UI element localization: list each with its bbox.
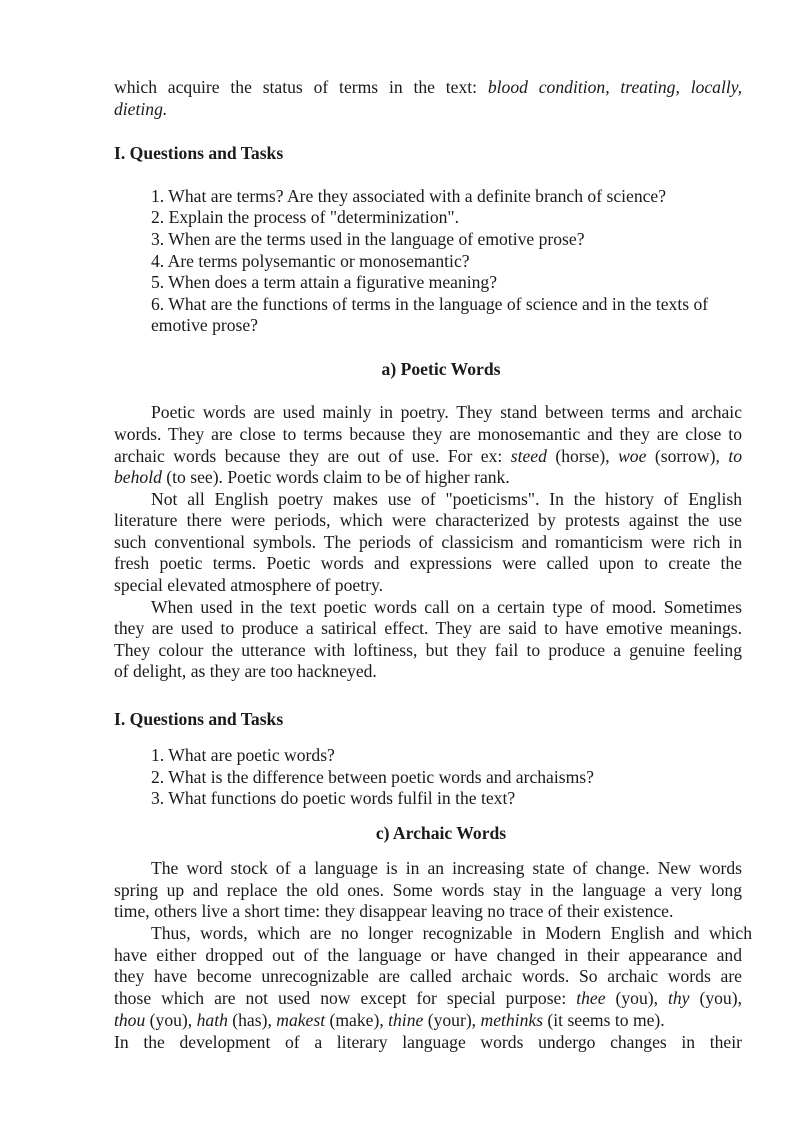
- paragraph-line: of delight, as they are too hackneyed.: [114, 661, 377, 681]
- intro-line: dieting.: [114, 99, 168, 119]
- paragraph-line: words. They are close to terms because they are monosemantic and they are close to: [114, 424, 742, 444]
- question-item: 5. When does a term attain a figurative meaning?: [151, 272, 498, 292]
- paragraph-line: such conventional symbols. The periods of classicism and romanticism were rich in: [114, 532, 742, 552]
- section-heading: a) Poetic Words: [381, 359, 501, 379]
- paragraph-line: Poetic words are used mainly in poetry. They stand between terms and archaic: [151, 402, 742, 422]
- paragraph-line: have either dropped out of the language or have changed in their appearance and: [114, 945, 742, 965]
- paragraph-line: Not all English poetry makes use of "poeticisms". In the history of English: [151, 489, 742, 509]
- paragraph-line: fresh poetic terms. Poetic words and expressions were called upon to create the: [114, 553, 742, 573]
- question-item: 4. Are terms polysemantic or monosemantic?: [151, 251, 470, 271]
- paragraph-line: They colour the utterance with loftiness, but they fail to produce a genuine feeling: [114, 640, 742, 660]
- paragraph-line: they are used to produce a satirical effect. They are said to have emotive meanings.: [114, 618, 742, 638]
- section-heading: I. Questions and Tasks: [114, 143, 284, 163]
- question-item: 2. Explain the process of "determinization".: [151, 207, 459, 227]
- paragraph-line: In the development of a literary language words undergo changes in their: [114, 1032, 742, 1052]
- paragraph-line: When used in the text poetic words call on a certain type of mood. Sometimes: [151, 597, 742, 617]
- question-item: 6. What are the functions of terms in the language of science and in the texts of: [151, 294, 709, 314]
- question-item: 3. When are the terms used in the language of emotive prose?: [151, 229, 585, 249]
- paragraph-line: Thus, words, which are no longer recognizable in Modern English and which: [151, 923, 752, 943]
- question-item: 1. What are terms? Are they associated with a definite branch of science?: [151, 186, 667, 206]
- paragraph-line: those which are not used now except for special purpose: thee (you), thy (you),: [114, 988, 742, 1008]
- paragraph-line: The word stock of a language is in an increasing state of change. New words: [151, 858, 742, 878]
- intro-line: which acquire the status of terms in the text: blood condition, treating, locally,: [114, 77, 742, 97]
- paragraph-line: thou (you), hath (has), makest (make), thine (your), methinks (it seems to me).: [114, 1010, 665, 1030]
- paragraph-line: they have become unrecognizable are called archaic words. So archaic words are: [114, 966, 742, 986]
- paragraph-line: literature there were periods, which were characterized by protests against the use: [114, 510, 742, 530]
- paragraph-line: spring up and replace the old ones. Some words stay in the language a very long: [114, 880, 742, 900]
- question-item: 2. What is the difference between poetic words and archaisms?: [151, 767, 594, 787]
- question-item: 1. What are poetic words?: [151, 745, 335, 765]
- question-item: emotive prose?: [151, 315, 258, 335]
- paragraph-line: behold (to see). Poetic words claim to be of higher rank.: [114, 467, 510, 487]
- section-heading: I. Questions and Tasks: [114, 709, 284, 729]
- paragraph-line: archaic words because they are out of use. For ex: steed (horse), woe (sorrow), to: [114, 446, 742, 466]
- paragraph-line: special elevated atmosphere of poetry.: [114, 575, 384, 595]
- paragraph-line: time, others live a short time: they disappear leaving no trace of their existence.: [114, 901, 674, 921]
- section-heading: c) Archaic Words: [375, 823, 507, 843]
- question-item: 3. What functions do poetic words fulfil in the text?: [151, 788, 516, 808]
